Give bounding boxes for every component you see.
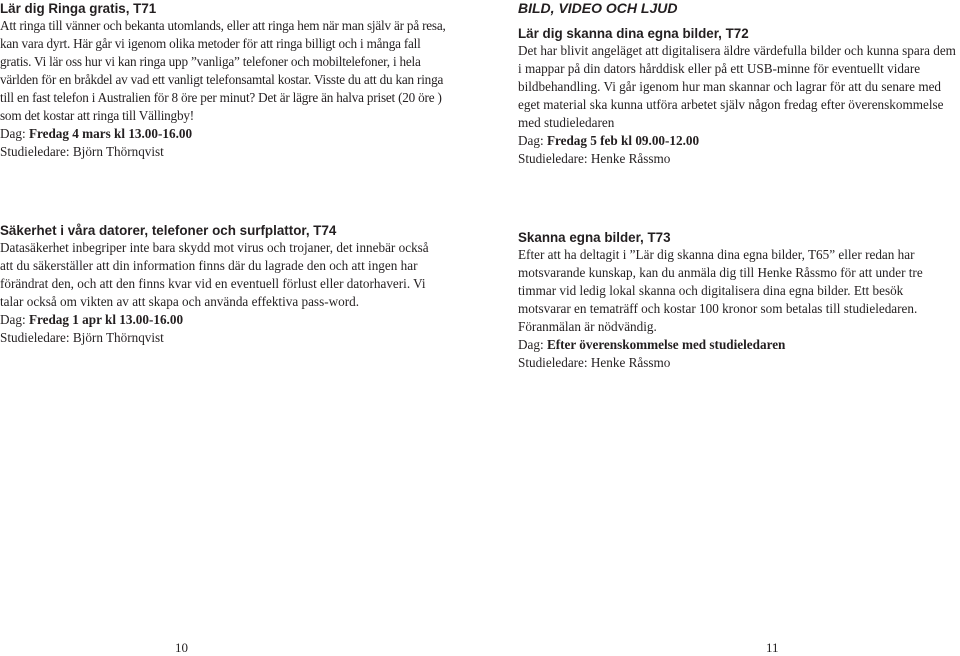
section-leader [0,143,450,161]
day-label: Dag: [0,312,26,327]
page-number-left: 10 [175,640,188,655]
page-number-right: 11 [766,640,779,655]
section-skanna-egna [518,229,938,372]
leader-value: Henke Råssmo [590,355,671,370]
day-label: Dag: [518,133,544,148]
day-label: Dag: [0,126,26,141]
category-title: BILD, VIDEO OCH LJUD [518,0,678,16]
leader-value: Björn Thörnqvist [72,330,164,345]
leader-label: Studieledare: [518,151,588,166]
day-value: Efter överenskommelse med studieledaren [546,337,786,352]
section-leader [0,329,440,347]
section-title: Lär dig Ringa gratis, T71 [0,1,157,16]
day-value: Fredag 5 feb kl 09.00-12.00 [546,133,700,148]
section-title: Säkerhet i våra datorer, telefoner och surfplattor, T74 [0,223,337,238]
leader-label: Studieledare: [518,355,588,370]
section-day [518,132,958,150]
section-title: Lär dig skanna dina egna bilder, T72 [518,26,749,41]
leader-value: Henke Råssmo [590,151,671,166]
section-skanna-bilder [518,0,958,168]
section-body: Det har blivit angeläget att digitalisera äldre värdefulla bilder och kunna spara dem i mappar på din dators hårddisk eller på ett USB-minne för eventuellt vidare bildbehandling. Vi går igenom hur man skannar och lagrar för att du senare med eget material ska kunna utföra arbetet själv någon fredag efter överenskommelse med studieledaren [518,43,956,130]
day-value: Fredag 1 apr kl 13.00-16.00 [28,312,184,327]
section-body: Datasäkerhet inbegriper inte bara skydd mot virus och trojaner, det innebär också att du säkerställer att din information finns där du lagrade den och att ingen har förändrat den, och att den finns kvar vid en eventuell förlust eller datorhaveri. Vi talar också om vikten av att skapa och använda effektiva pass-word. [0,240,429,309]
section-body: Att ringa till vänner och bekanta utomlands, eller att ringa hem när man själv är på resa, kan vara dyrt. Här går vi igenom olika metoder för att ringa billigt och i många fall gratis. Vi lär oss hur vi kan ringa upp ”vanliga” telefoner och mobiltelefoner, i hela världen för en bråkdel av vad ett vanligt telefonsamtal kostar. Visste du att du kan ringa till en fast telefon i Australien för 8 öre per minut? Det är lägre än halva priset (20 öre ) som det kostar att ringa till Vällingby! [0,18,446,123]
section-sakerhet [0,222,440,347]
section-title: Skanna egna bilder, T73 [518,230,671,245]
section-day [0,311,440,329]
leader-label: Studieledare: [0,330,70,345]
leader-label: Studieledare: [0,144,70,159]
section-ringa [0,0,450,161]
section-leader [518,354,938,372]
section-body: Efter att ha deltagit i ”Lär dig skanna dina egna bilder, T65” eller redan har motsvarande kunskap, kan du anmäla dig till Henke Råssmo för att under tre timmar vid ledig lokal skanna och digitalisera dina egna bilder. Ett besök motsvarar en tematräff och kostar 100 kronor som betalas till studieledaren. Föranmälan är nödvändig. [518,247,923,334]
section-day [518,336,938,354]
day-label: Dag: [518,337,544,352]
section-day [0,125,450,143]
leader-value: Björn Thörnqvist [72,144,164,159]
day-value: Fredag 4 mars kl 13.00-16.00 [28,126,193,141]
section-leader [518,150,958,168]
